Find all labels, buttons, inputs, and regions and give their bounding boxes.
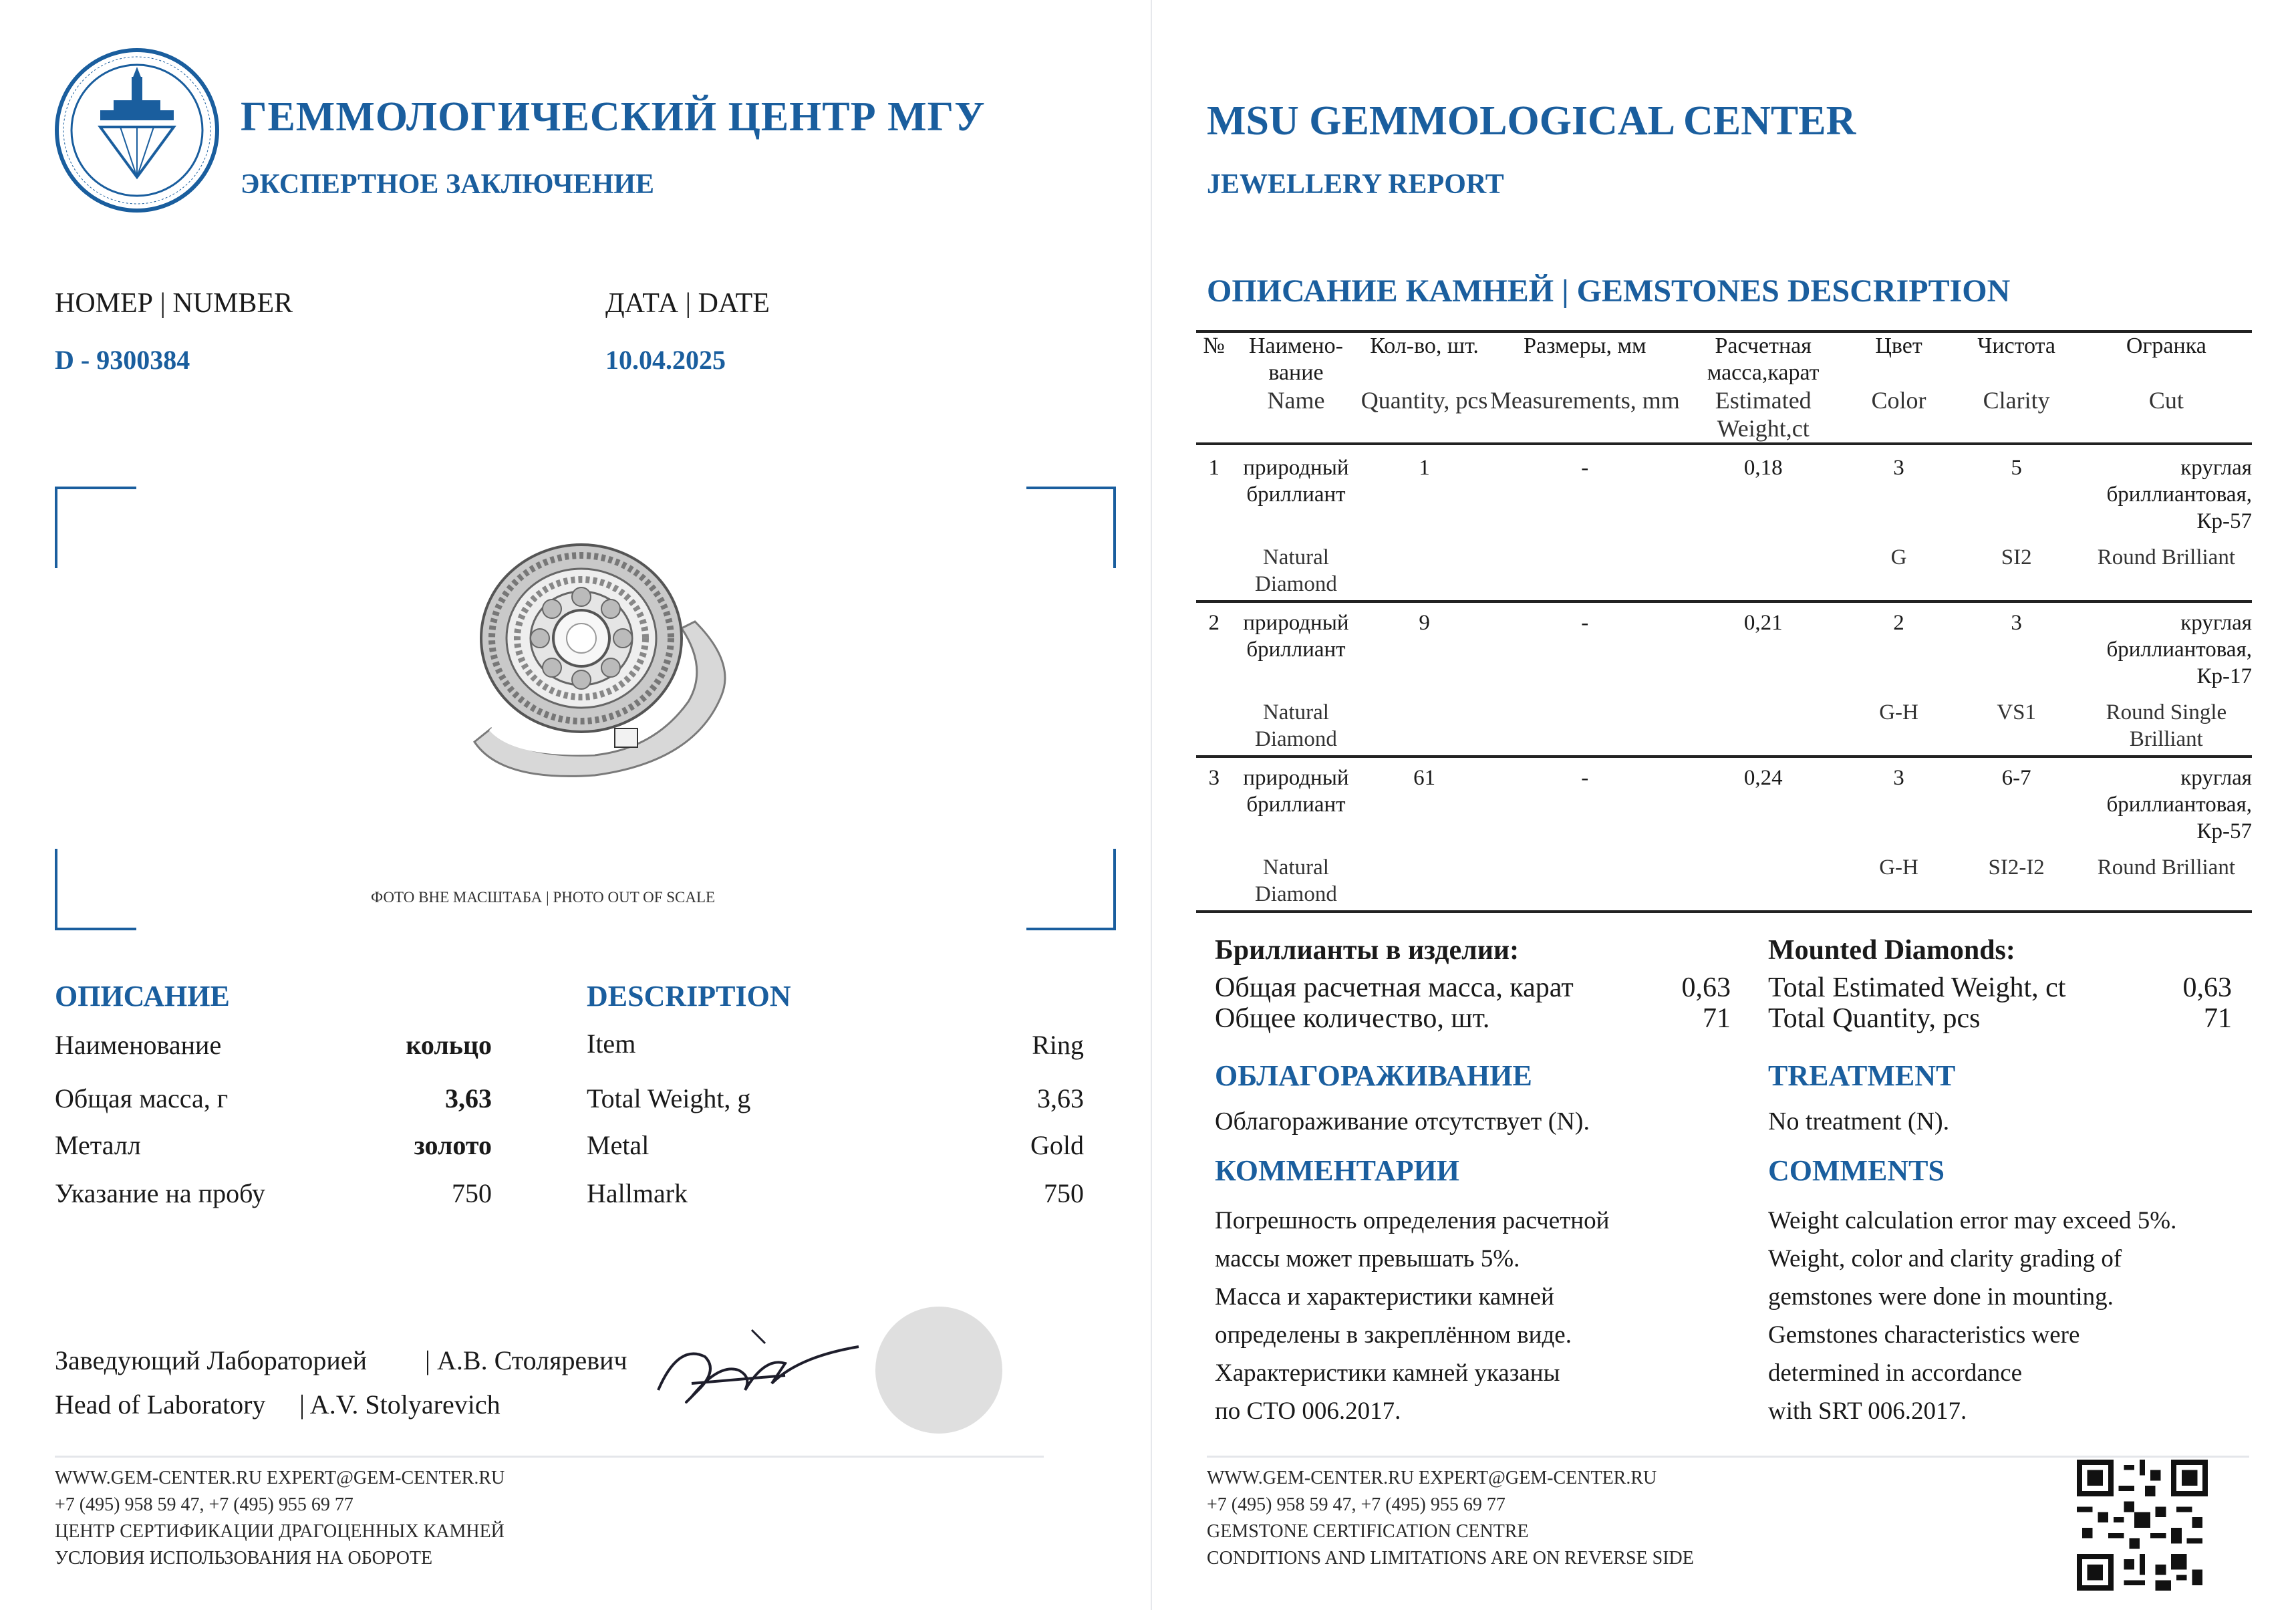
mounted-ru-value: 0,63 [1681, 972, 1731, 1003]
cell-cut-ru: круглая бриллиантовая, Кр-57 [2106, 456, 2252, 533]
gemstones-table [1196, 330, 2252, 913]
cell-clarity-ru: 3 [2011, 611, 2022, 635]
table-row [1196, 444, 2252, 535]
comment-line: gemstones were done in mounting. [1768, 1283, 2114, 1311]
title-ru: ГЕММОЛОГИЧЕСКИЙ ЦЕНТР МГУ [241, 94, 986, 140]
cell-wt: 0,18 [1743, 456, 1783, 480]
footer-rule [55, 1456, 1044, 1458]
cell-qty: 9 [1419, 611, 1430, 635]
comment-line: determined in accordance [1768, 1359, 2023, 1387]
head-en-label: Head of Laboratory [55, 1389, 266, 1420]
comment-line: по СТО 006.2017. [1215, 1397, 1401, 1425]
th-wt-en: Estimated Weight,ct [1715, 387, 1812, 442]
cell-name-ru: природный бриллиант [1243, 766, 1349, 817]
subtitle-ru: ЭКСПЕРТНОЕ ЗАКЛЮЧЕНИЕ [241, 169, 655, 200]
table-row-en [1196, 845, 2252, 912]
mounted-ru-value: 71 [1703, 1003, 1731, 1034]
table-row-en [1196, 535, 2252, 601]
comment-line: with SRT 006.2017. [1768, 1397, 1967, 1425]
mounted-ru-label: Общее количество, шт. [1215, 1003, 1490, 1034]
qr-code-icon [2077, 1460, 2208, 1591]
cell-clarity-ru: 5 [2011, 456, 2022, 480]
stamp-seal [875, 1307, 1002, 1434]
footer-rule [1207, 1456, 2249, 1458]
cell-no: 1 [1208, 456, 1219, 480]
comment-line: Weight calculation error may exceed 5%. [1768, 1207, 2177, 1234]
comments-en-title: COMMENTS [1768, 1154, 1945, 1187]
cell-color-en: G [1890, 545, 1907, 569]
comments-en [1768, 1202, 2176, 1430]
mounted-en-value: 0,63 [2182, 972, 2232, 1003]
cell-name-en: Natural Diamond [1255, 855, 1337, 906]
cell-qty: 61 [1413, 766, 1436, 790]
th-cut-en: Cut [2148, 387, 2184, 414]
desc-ru-label: Металл [55, 1130, 141, 1160]
desc-en-label: Total Weight, g [587, 1083, 751, 1113]
table-row [1196, 757, 2252, 845]
cell-qty: 1 [1419, 456, 1430, 480]
cell-color-ru: 3 [1893, 456, 1904, 480]
mounted-en-label: Total Quantity, pcs [1768, 1003, 1981, 1034]
cell-name-en: Natural Diamond [1255, 545, 1337, 596]
cell-cut-en: Round Brilliant [2097, 545, 2235, 569]
title-en: MSU GEMMOLOGICAL CENTER [1207, 98, 1856, 144]
treatment-en-text: No treatment (N). [1768, 1107, 1950, 1135]
ring-photo [454, 528, 735, 795]
cell-color-ru: 2 [1893, 611, 1904, 635]
footer-left [55, 1465, 505, 1572]
footer-line: +7 (495) 958 59 47, +7 (495) 955 69 77 [55, 1494, 353, 1515]
mounted-en-label: Total Estimated Weight, ct [1768, 972, 2066, 1003]
cell-meas: - [1581, 611, 1589, 635]
th-name-en: Name [1267, 387, 1325, 414]
th-cut-ru: Огранка [2126, 333, 2206, 358]
head-en-name: | A.V. Stolyarevich [299, 1389, 500, 1420]
footer-line: CONDITIONS AND LIMITATIONS ARE ON REVERSE SIDE [1207, 1548, 1694, 1569]
cell-name-en: Natural Diamond [1255, 700, 1337, 751]
photo-frame-corner-br [1026, 849, 1116, 930]
cell-meas: - [1581, 456, 1589, 480]
footer-line: +7 (495) 958 59 47, +7 (495) 955 69 77 [1207, 1494, 1505, 1515]
comment-line: Характеристики камней указаны [1215, 1359, 1560, 1387]
desc-en-label: Item [587, 1029, 636, 1059]
desc-en-value: 3,63 [1037, 1083, 1084, 1113]
desc-ru-label: Наименование [55, 1030, 222, 1060]
cell-cut-ru: круглая бриллиантовая, Кр-57 [2106, 766, 2252, 843]
footer-line: WWW.GEM-CENTER.RU EXPERT@GEM-CENTER.RU [1207, 1468, 1657, 1488]
cell-clarity-en: VS1 [1997, 700, 2036, 724]
th-qty-ru: Кол-во, шт. [1370, 333, 1479, 358]
footer-line: УСЛОВИЯ ИСПОЛЬЗОВАНИЯ НА ОБОРОТЕ [55, 1548, 433, 1569]
footer-right [1207, 1465, 1694, 1572]
cell-clarity-en: SI2-I2 [1988, 855, 2045, 880]
desc-en-value: Gold [1030, 1130, 1084, 1160]
signature [652, 1317, 872, 1424]
desc-en-label: Hallmark [587, 1178, 688, 1208]
cell-cut-en: Round Brilliant [2097, 855, 2235, 880]
th-clarity-en: Clarity [1983, 387, 2050, 414]
head-ru-name: | А.В. Столяревич [425, 1345, 627, 1375]
cell-cut-en: Round Single Brilliant [2106, 700, 2227, 751]
th-meas-en: Measurements, mm [1489, 387, 1680, 414]
head-ru-label: Заведующий Лабораторией [55, 1345, 367, 1375]
desc-ru-value: кольцо [406, 1030, 492, 1060]
number-label: НОМЕР | NUMBER [55, 288, 293, 319]
desc-en-value: Ring [1032, 1030, 1084, 1060]
photo-caption: ФОТО ВНЕ МАСШТАБА | PHOTO OUT OF SCALE [371, 889, 716, 906]
cell-color-en: G-H [1879, 700, 1918, 724]
th-no: № [1203, 333, 1225, 358]
comments-ru-title: КОММЕНТАРИИ [1215, 1154, 1459, 1187]
desc-ru-value: 750 [452, 1178, 492, 1208]
th-color-ru: Цвет [1875, 333, 1922, 358]
date-value: 10.04.2025 [605, 345, 726, 375]
date-label: ДАТА | DATE [605, 288, 770, 319]
th-name-ru: Наимено- вание [1248, 333, 1343, 385]
desc-ru-value: 3,63 [445, 1083, 492, 1113]
treatment-en-title: TREATMENT [1768, 1059, 1956, 1092]
cell-name-ru: природный бриллиант [1243, 456, 1349, 507]
cell-no: 2 [1208, 611, 1219, 635]
desc-ru-title: ОПИСАНИЕ [55, 980, 230, 1013]
comment-line: Масса и характеристики камней [1215, 1283, 1554, 1311]
th-qty-en: Quantity, pcs [1360, 387, 1488, 414]
desc-en-value: 750 [1044, 1178, 1084, 1208]
desc-ru-label: Указание на пробу [55, 1178, 265, 1208]
cell-no: 3 [1208, 766, 1219, 790]
comment-line: массы может превышать 5%. [1215, 1245, 1520, 1272]
desc-en-label: Metal [587, 1130, 650, 1160]
cell-color-en: G-H [1879, 855, 1918, 880]
th-meas-ru: Размеры, мм [1524, 333, 1646, 358]
table-header-ru [1196, 331, 2252, 386]
cell-wt: 0,21 [1743, 611, 1783, 635]
page-divider [1151, 0, 1152, 1610]
number-value: D - 9300384 [55, 345, 190, 375]
footer-line: GEMSTONE CERTIFICATION CENTRE [1207, 1521, 1529, 1542]
desc-en-title: DESCRIPTION [587, 980, 791, 1013]
mounted-ru-title: Бриллианты в изделии: [1215, 935, 1520, 966]
th-wt-ru: Расчетная масса,карат [1707, 333, 1820, 385]
mounted-en-value: 71 [2204, 1003, 2232, 1034]
photo-frame-corner-bl [55, 849, 136, 930]
th-clarity-ru: Чистота [1977, 333, 2056, 358]
table-row-en [1196, 690, 2252, 757]
cell-wt: 0,24 [1743, 766, 1783, 790]
photo-frame-corner-tr [1026, 487, 1116, 568]
msu-gem-center-logo-icon [53, 47, 221, 214]
cell-color-ru: 3 [1893, 766, 1904, 790]
table-header-en [1196, 386, 2252, 444]
cell-clarity-en: SI2 [2001, 545, 2032, 569]
comment-line: Weight, color and clarity grading of [1768, 1245, 2122, 1272]
treatment-ru-text: Облагораживание отсутствует (N). [1215, 1107, 1590, 1135]
comment-line: определены в закреплённом виде. [1215, 1321, 1572, 1349]
comment-line: Gemstones characteristics were [1768, 1321, 2080, 1349]
cell-clarity-ru: 6-7 [2001, 766, 2031, 790]
comment-line: Погрешность определения расчетной [1215, 1207, 1610, 1234]
comments-ru [1215, 1202, 1609, 1430]
mounted-en-title: Mounted Diamonds: [1768, 935, 2015, 966]
gemstones-title: ОПИСАНИЕ КАМНЕЙ | GEMSTONES DESCRIPTION [1207, 273, 2011, 309]
footer-line: WWW.GEM-CENTER.RU EXPERT@GEM-CENTER.RU [55, 1468, 505, 1488]
footer-line: ЦЕНТР СЕРТИФИКАЦИИ ДРАГОЦЕННЫХ КАМНЕЙ [55, 1521, 505, 1542]
th-color-en: Color [1871, 387, 1926, 414]
mounted-ru-label: Общая расчетная масса, карат [1215, 972, 1574, 1003]
subtitle-en: JEWELLERY REPORT [1207, 169, 1504, 200]
desc-ru-label: Общая масса, г [55, 1083, 229, 1113]
treatment-ru-title: ОБЛАГОРАЖИВАНИЕ [1215, 1059, 1532, 1092]
cell-name-ru: природный бриллиант [1243, 611, 1349, 662]
desc-ru-value: золото [414, 1130, 492, 1160]
cell-meas: - [1581, 766, 1589, 790]
cell-cut-ru: круглая бриллиантовая, Кр-17 [2106, 611, 2252, 688]
photo-frame-corner-tl [55, 487, 136, 568]
table-row [1196, 601, 2252, 690]
